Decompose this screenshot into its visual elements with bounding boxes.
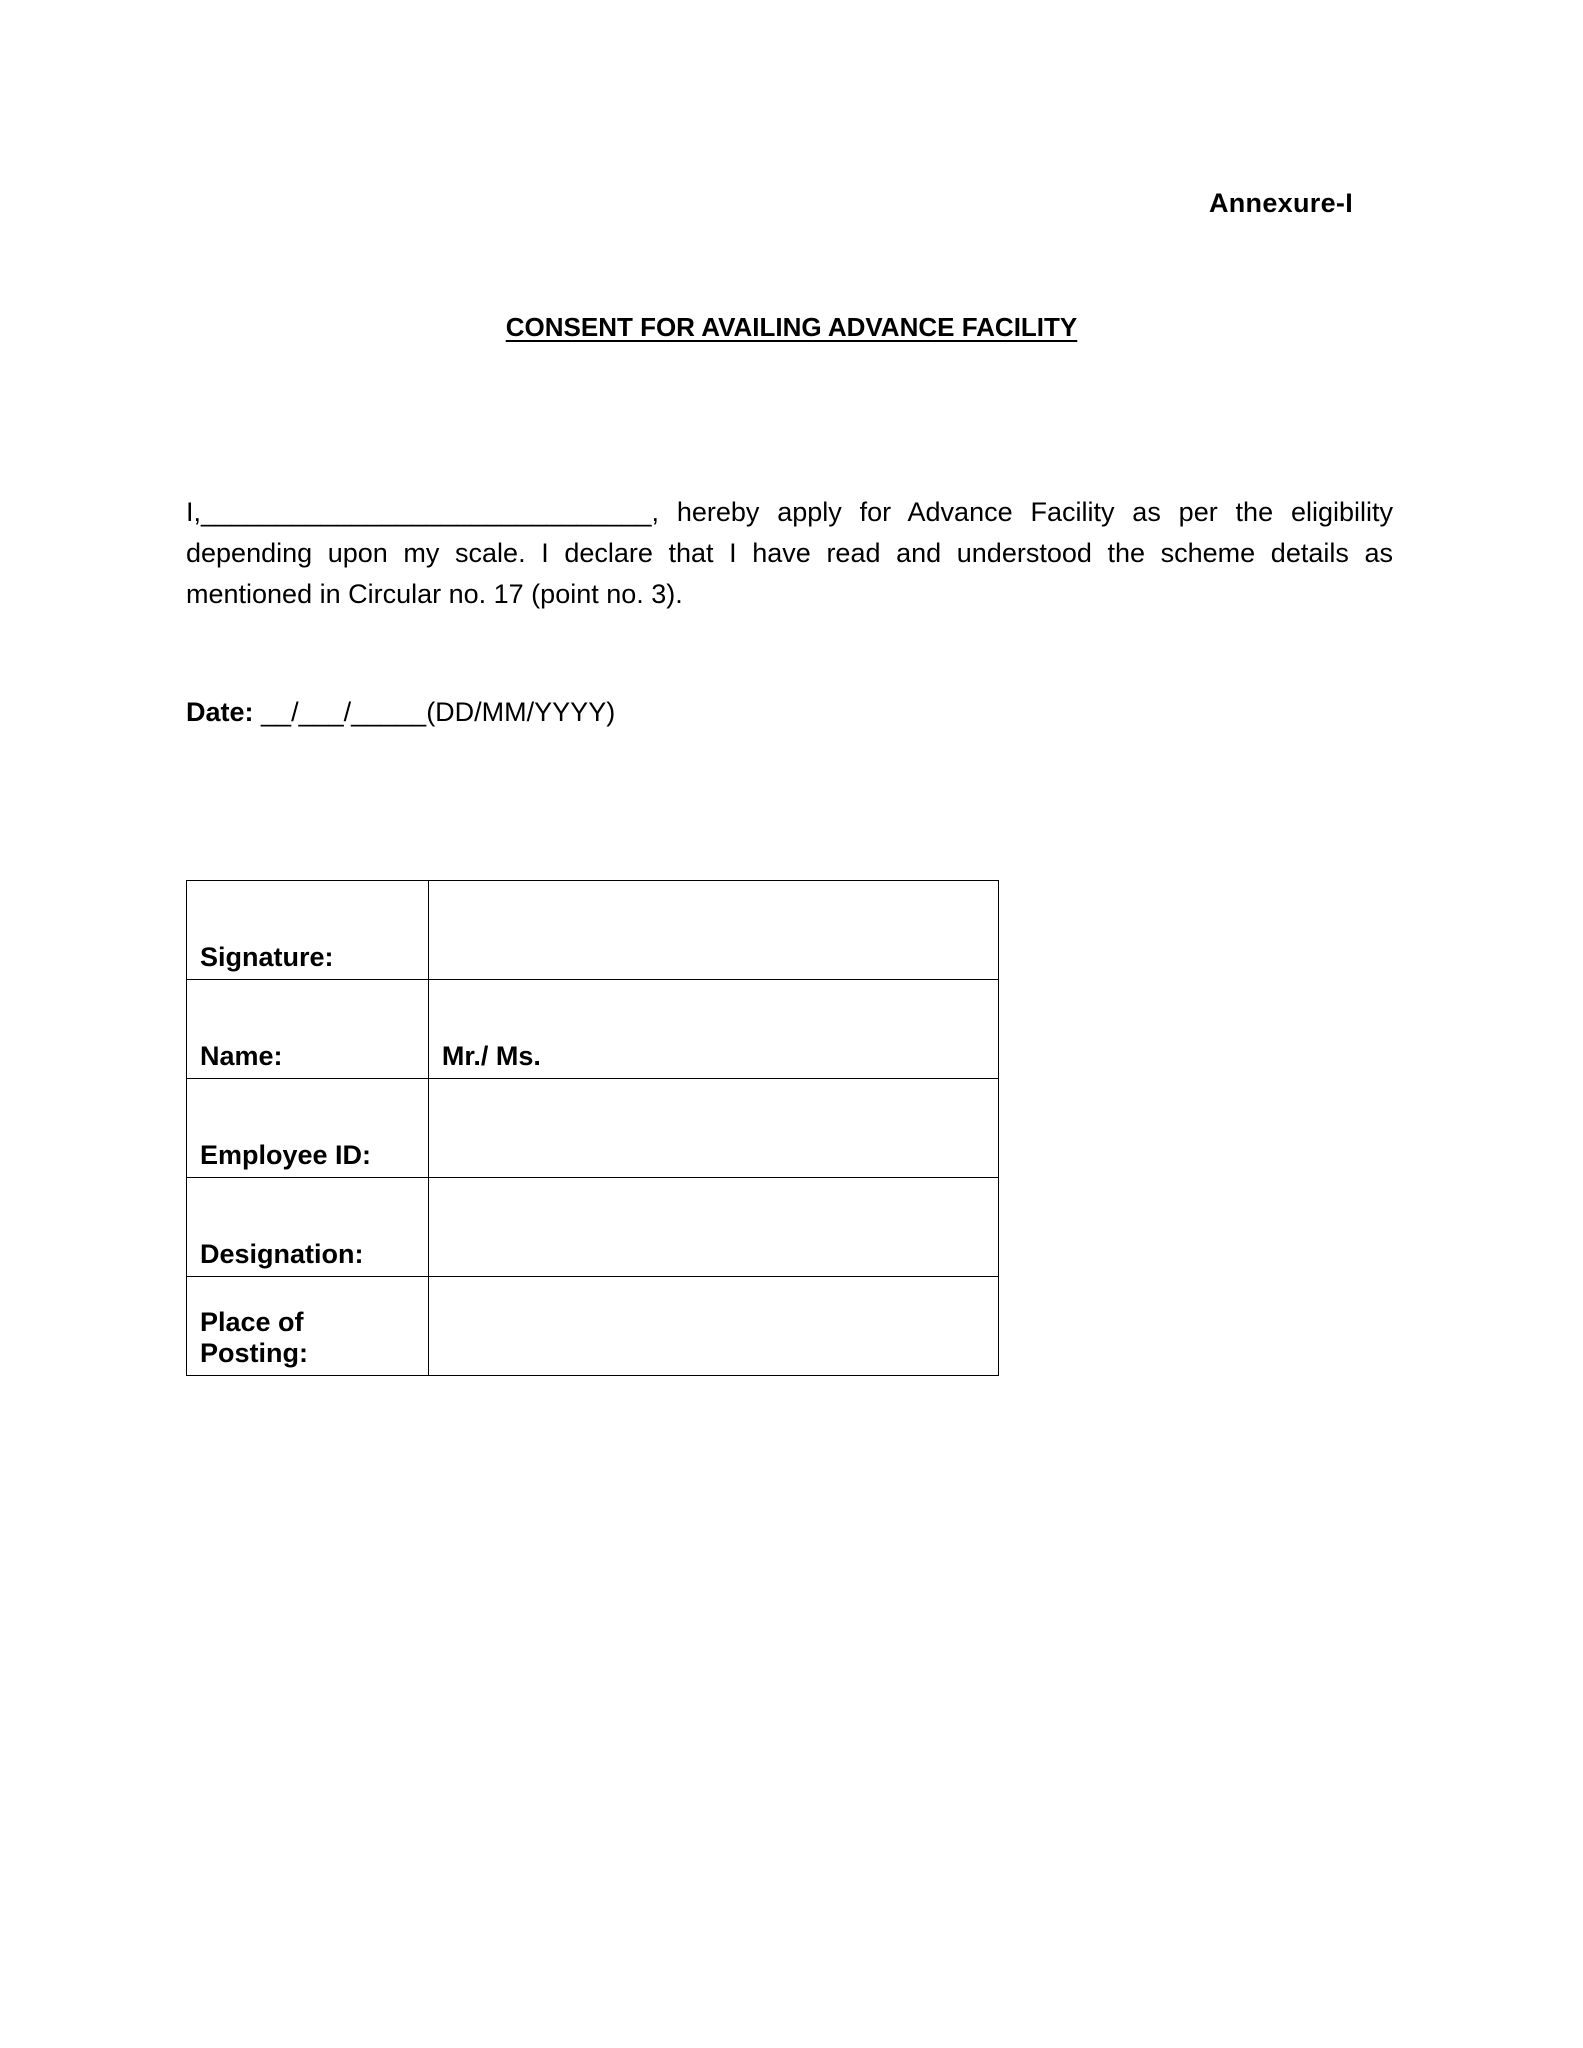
table-row: [187, 881, 999, 980]
designation-label: Designation:: [187, 1178, 429, 1277]
date-line: [186, 697, 615, 728]
place-of-posting-label: Place of Posting:: [187, 1277, 429, 1376]
name-label: Name:: [187, 980, 429, 1079]
designation-field[interactable]: [428, 1178, 998, 1277]
place-of-posting-field[interactable]: [428, 1277, 998, 1376]
date-field[interactable]: __/___/_____(DD/MM/YYYY): [261, 697, 616, 727]
table-row: [187, 1178, 999, 1277]
table-row: [187, 1079, 999, 1178]
name-field[interactable]: Mr./ Ms.: [428, 980, 998, 1079]
employee-details-table: [186, 880, 999, 1376]
employee-id-label: Employee ID:: [187, 1079, 429, 1178]
annexure-label: Annexure-I: [1208, 188, 1353, 218]
consent-paragraph: I,______________________________, hereby apply for Advance Facility as per the eligibility depending upon my scale. I declare that I have read and understood the scheme details as mentioned in Circular no. 17 (point no. 3).: [186, 497, 1393, 609]
table-row: [187, 980, 999, 1079]
table-row: [187, 1277, 999, 1376]
employee-id-field[interactable]: [428, 1079, 998, 1178]
document-title: CONSENT FOR AVAILING ADVANCE FACILITY: [505, 312, 1078, 342]
signature-field[interactable]: [428, 881, 998, 980]
signature-label: Signature:: [187, 881, 429, 980]
date-label: Date:: [186, 697, 254, 727]
